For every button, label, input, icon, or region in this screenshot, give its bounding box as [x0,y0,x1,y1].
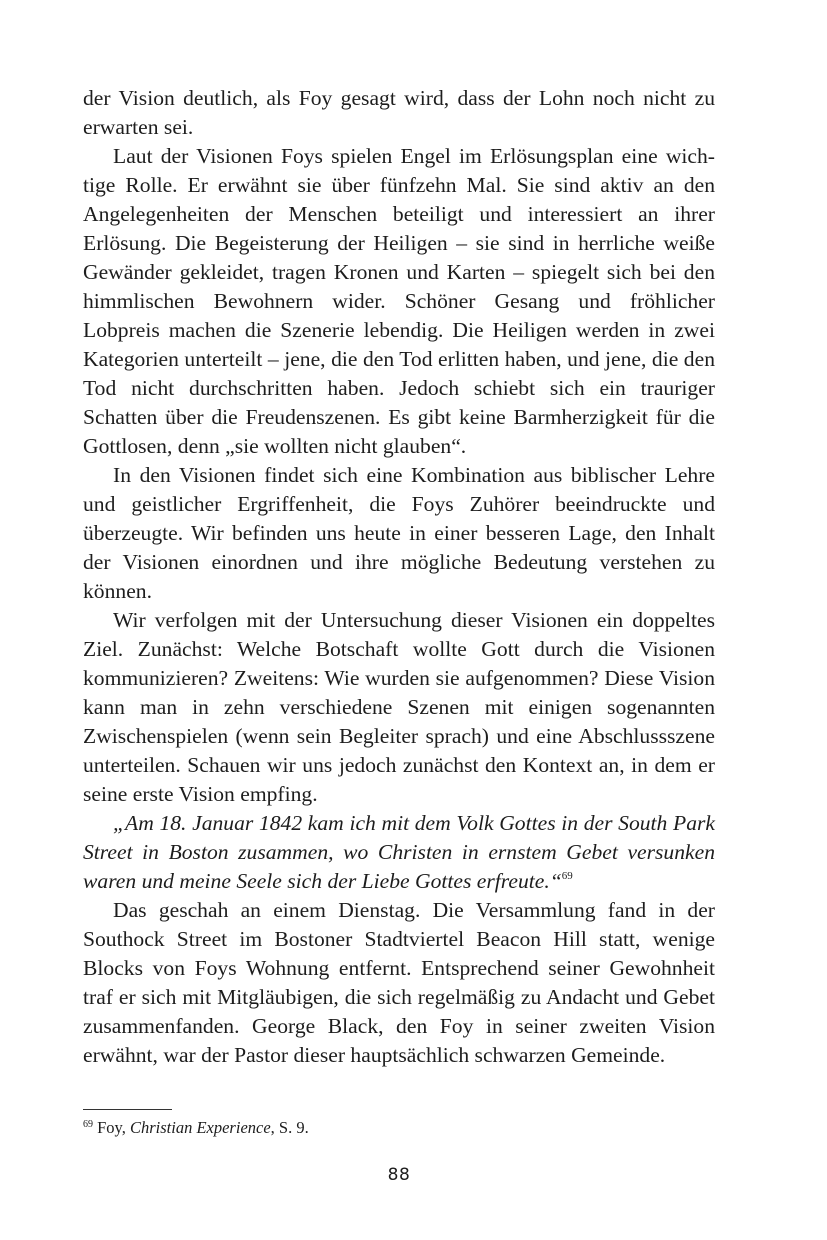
paragraph-tuesday: Das geschah an einem Dienstag. Die Versammlung fand in der Southock Street im Bostoner Stadtviertel Beacon Hill statt, wenige Blocks von Foys Wohnung entfernt. Entsprechend seiner Gewohnheit traf er sich mit Mitgläubigen, die sich regelmäßig zu Andacht und Gebet zusammenfanden. George Black, den Foy in seiner zweiten Vision erwähnt, war der Pastor dieser hauptsächlich schwarzen Gemeinde. [83,898,715,1067]
footnote-number: 69 [83,1119,93,1130]
paragraph-angels: Laut der Visionen Foys spielen Engel im Erlösungsplan eine wichtige Rolle. Er erwähnt sie über fünfzehn Mal. Sie sind aktiv an den Angelegenheiten der Menschen beteiligt und interessiert an ihrer Erlösung. Die Begeisterung der Heiligen – sie sind in herrliche weiße Gewänder gekleidet, tragen Kronen und Karten – spiegelt sich bei den himmlischen Bewohnern wider. Schöner Gesang und fröhlicher Lobpreis machen die Szenerie lebendig. Die Heiligen werden in zwei Kategorien unterteilt – jene, die den Tod erlitten haben, und jene, die den Tod nicht durchschritten haben. Jedoch schiebt sich ein trauriger Schatten über die Freudenszenen. Es gibt keine Barmherzigkeit für die Gottlosen, denn „sie wollten nicht glauben“. [83,144,715,458]
footnote-page: , S. 9. [270,1118,309,1137]
paragraph-combination: In den Visionen findet sich eine Kombination aus biblischer Lehre und geistlicher Ergriffenheit, die Foys Zuhörer beeindruckte und überzeugte. Wir befinden uns heute in einer besseren Lage, den Inhalt der Visionen einordnen und ihre mögliche Bedeutung verstehen zu können. [83,463,715,603]
footnote-divider [83,1109,172,1110]
quote-text: „Am 18. Januar 1842 kam ich mit dem Volk Gottes in der South Park Street in Boston zusammen, wo Christen in ernstem Gebet versunken waren und meine Seele sich der Liebe Gottes erfreute.“ [83,811,715,893]
page-body [83,84,715,1070]
paragraph-continued: der Vision deutlich, als Foy gesagt wird, dass der Lohn noch nicht zu erwarten sei. [83,86,715,139]
footnote-author: Foy, [93,1118,130,1137]
block-quote [83,809,715,896]
footnote-reference[interactable]: 69 [561,870,573,882]
page-number: 88 [387,1165,411,1185]
footnote-title: Christian Experience [129,1118,271,1137]
paragraph-goals: Wir verfolgen mit der Untersuchung dieser Visionen ein doppeltes Ziel. Zunächst: Welche Botschaft wollte Gott durch die Visionen kommunizieren? Zweitens: Wie wurden sie aufgenommen? Diese Vision kann man in zehn verschiedene Szenen mit einigen sogenannten Zwischenspielen (wenn sein Begleiter sprach) und eine Abschlussszene unterteilen. Schauen wir uns jedoch zunächst den Kontext an, in dem er seine erste Vision empfing. [83,608,715,806]
footnote [83,1117,715,1139]
